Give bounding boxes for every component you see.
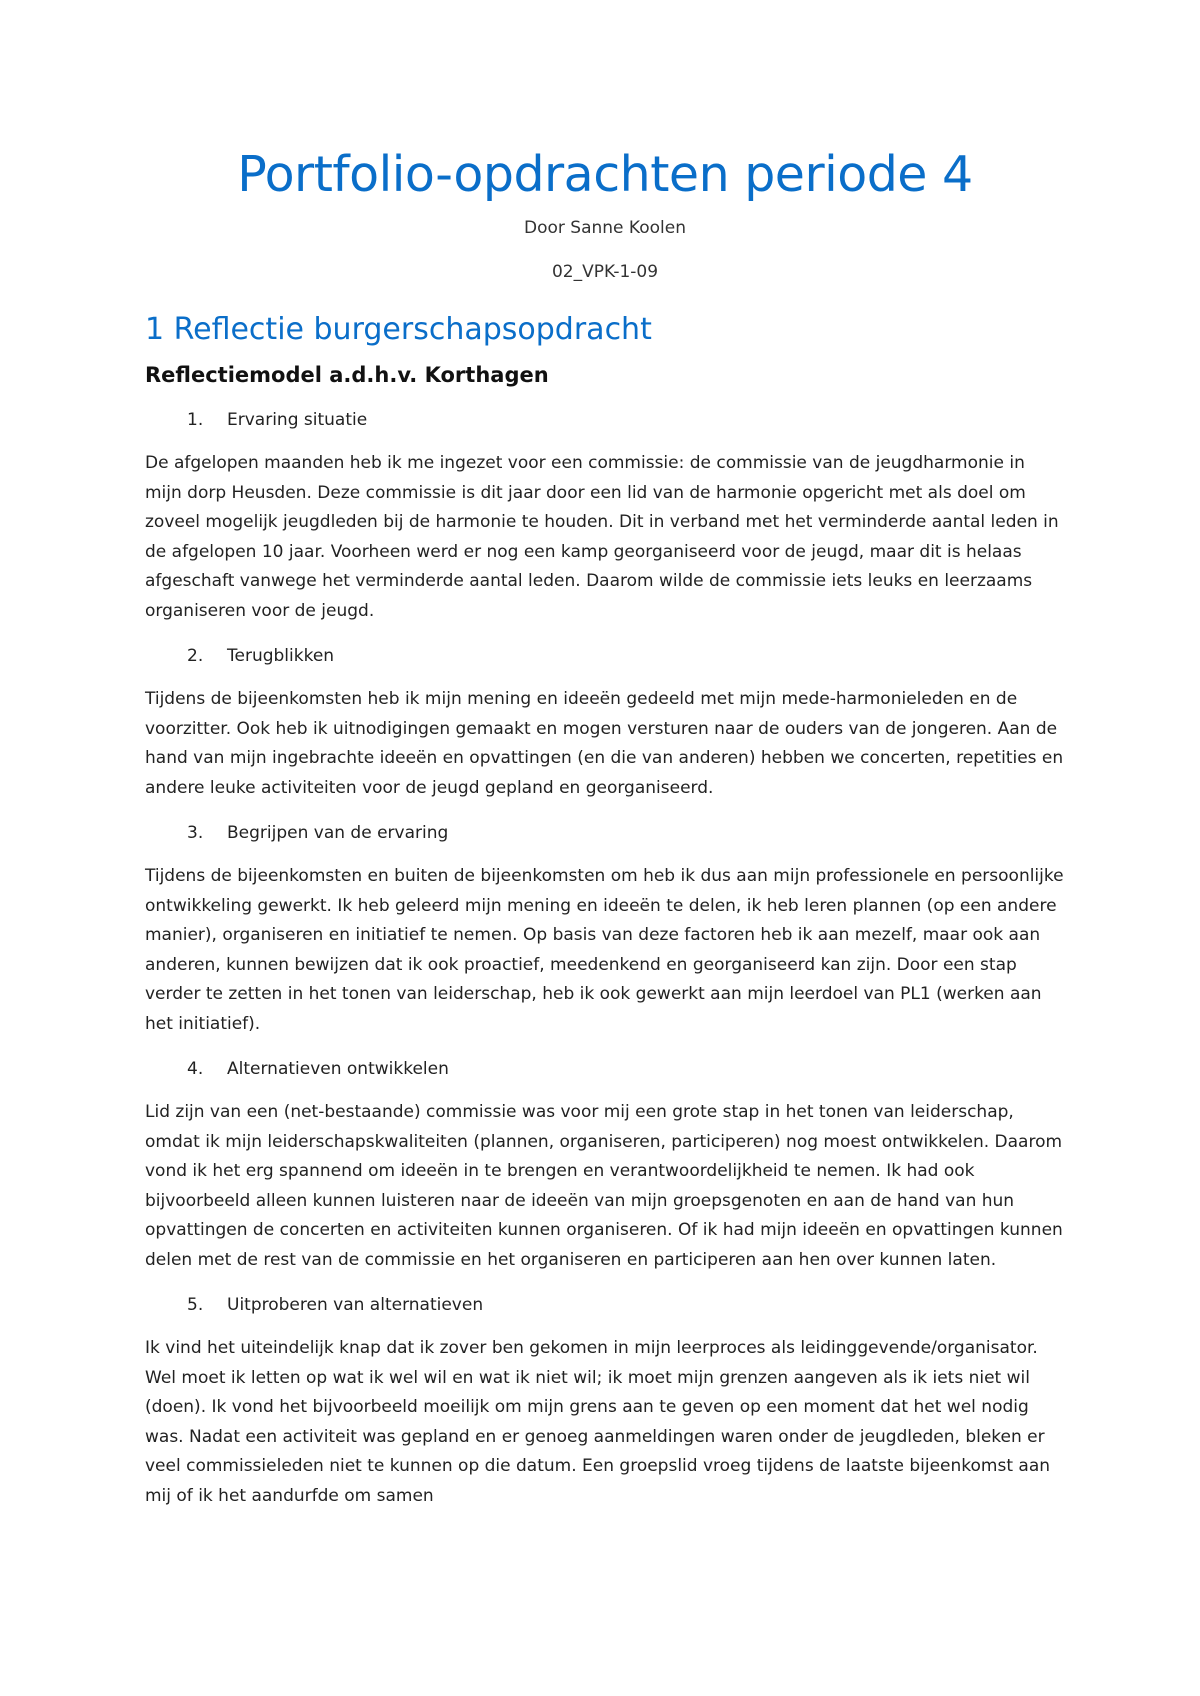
section-heading: 1 Reflectie burgerschapsopdracht — [145, 312, 652, 347]
list-label: Begrijpen van de ervaring — [227, 823, 449, 843]
paragraph-3: Tijdens de bijeenkomsten en buiten de bijeenkomsten om heb ik dus aan mijn professionele en persoonlijke ontwikkeling gewerkt. Ik heb geleerd mijn mening en ideeën te delen, ik heb leren plannen (op een andere manier), organiseren en initiatief te nemen. Op basis van deze factoren heb ik aan mezelf, maar ook aan anderen, kunnen bewijzen dat ik ook proactief, meedenkend en georganiseerd kan zijn. Door een stap verder te zetten in het tonen van leiderschap, heb ik ook gewerkt aan mijn leerdoel van PL1 (werken aan het initiatief). — [145, 866, 1064, 1034]
list-item-1 — [145, 408, 1065, 432]
list-number: 5. — [187, 1295, 204, 1315]
paragraph-5: Ik vind het uiteindelijk knap dat ik zover ben gekomen in mijn leerproces als leidinggevende/organisator. Wel moet ik letten op wat ik wel wil en wat ik niet wil; ik moet mijn grenzen aangeven als ik iets niet wil (doen). Ik vond het bijvoorbeeld moeilijk om mijn grens aan te geven op een moment dat het wel nodig was. Nadat een activiteit was gepland en er genoeg aanmeldingen waren onder de jeugdleden, bleken er veel commissieleden niet te kunnen op die datum. Een groepslid vroeg tijdens de laatste bijeenkomst aan mij of ik het aandurfde om samen — [145, 1338, 1051, 1506]
list-number: 4. — [187, 1059, 204, 1079]
section-subheading: Reflectiemodel a.d.h.v. Korthagen — [145, 363, 549, 387]
list-label: Ervaring situatie — [227, 410, 368, 430]
list-item-2 — [145, 644, 1065, 668]
list-number: 1. — [187, 410, 204, 430]
list-label: Uitproberen van alternatieven — [227, 1295, 484, 1315]
list-item-3 — [145, 821, 1065, 845]
list-label: Alternatieven ontwikkelen — [227, 1059, 449, 1079]
list-number: 2. — [187, 646, 204, 666]
list-item-5 — [145, 1293, 1065, 1317]
document-author: Door Sanne Koolen — [524, 218, 686, 238]
list-item-4 — [145, 1057, 1065, 1081]
document-title: Portfolio-opdrachten periode 4 — [237, 146, 973, 203]
paragraph-1: De afgelopen maanden heb ik me ingezet voor een commissie: de commissie van de jeugdharmonie in mijn dorp Heusden. Deze commissie is dit jaar door een lid van de harmonie opgericht met als doel om zoveel mogelijk jeugdleden bij de harmonie te houden. Dit in verband met het verminderde aantal leden in de afgelopen 10 jaar. Voorheen werd er nog een kamp georganiseerd voor de jeugd, maar dit is helaas afgeschaft vanwege het verminderde aantal leden. Daarom wilde de commissie iets leuks en leerzaams organiseren voor de jeugd. — [145, 453, 1059, 621]
paragraph-2: Tijdens de bijeenkomsten heb ik mijn mening en ideeën gedeeld met mijn mede-harmonieleden en de voorzitter. Ook heb ik uitnodigingen gemaakt en mogen versturen naar de ouders van de jongeren. Aan de hand van mijn ingebrachte ideeën en opvattingen (en die van anderen) hebben we concerten, repetities en andere leuke activiteiten voor de jeugd gepland en georganiseerd. — [145, 689, 1064, 798]
document-body — [145, 140, 1065, 1511]
list-label: Terugblikken — [227, 646, 335, 666]
paragraph-4: Lid zijn van een (net-bestaande) commissie was voor mij een grote stap in het tonen van leiderschap, omdat ik mijn leiderschapskwaliteiten (plannen, organiseren, participeren) nog moest ontwikkelen. Daarom vond ik het erg spannend om ideeën in te brengen en verantwoordelijkheid te nemen. Ik had ook bijvoorbeeld alleen kunnen luisteren naar de ideeën van mijn groepsgenoten en aan de hand van hun opvattingen de concerten en activiteiten kunnen organiseren. Of ik had mijn ideeën en opvattingen kunnen delen met de rest van de commissie en het organiseren en participeren aan hen over kunnen laten. — [145, 1102, 1063, 1270]
document-code: 02_VPK-1-09 — [551, 262, 659, 282]
list-number: 3. — [187, 823, 204, 843]
